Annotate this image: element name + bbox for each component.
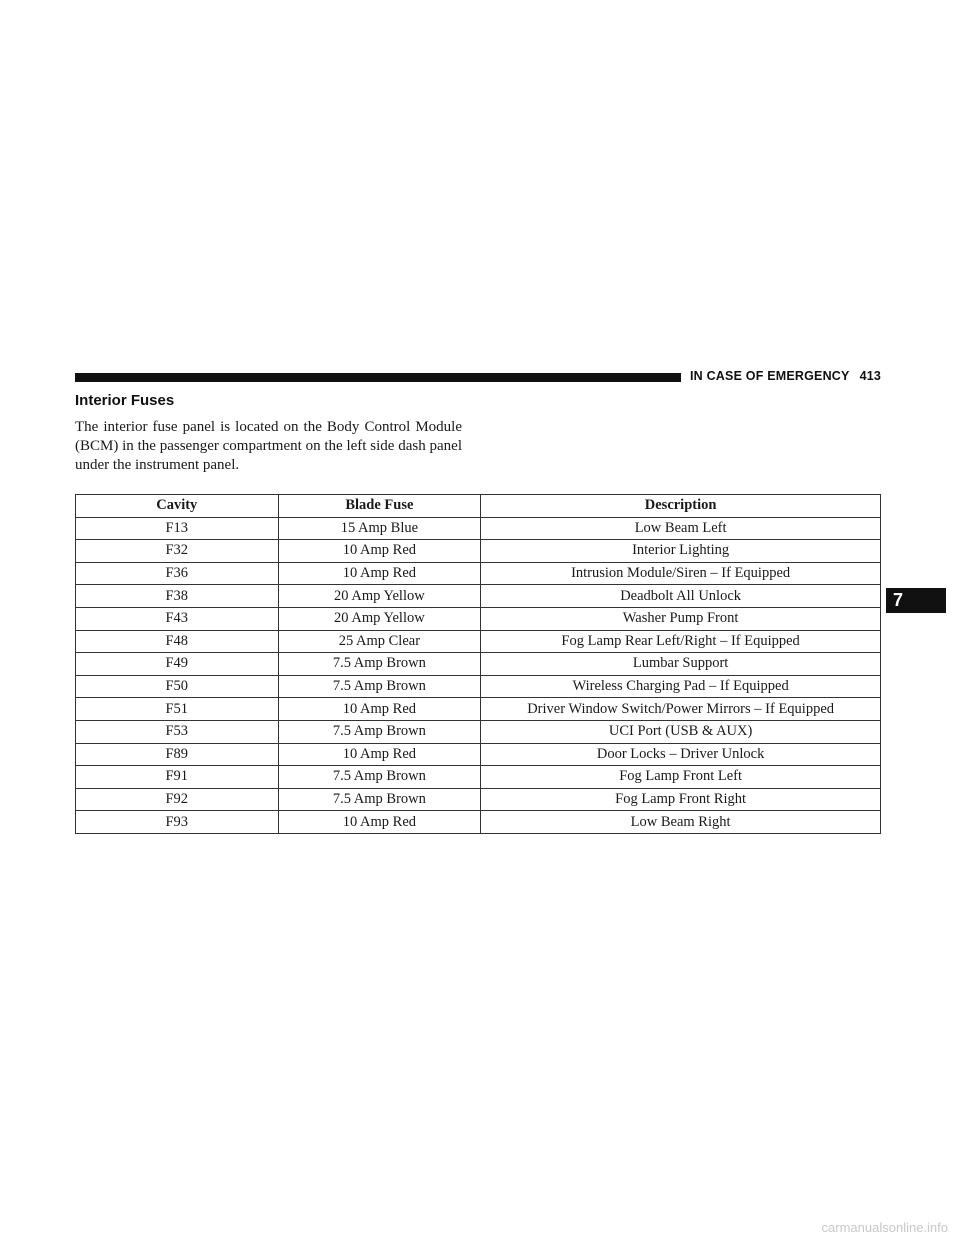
table-row [76,562,881,585]
cell-cavity: F13 [76,517,279,540]
cell-description: Low Beam Right [481,811,881,834]
cell-cavity: F38 [76,585,279,608]
cell-cavity: F53 [76,720,279,743]
cell-blade-fuse: 10 Amp Red [278,811,481,834]
table-row [76,653,881,676]
table-header-row [76,495,881,518]
column-header-blade-fuse: Blade Fuse [278,495,481,518]
cell-description: Low Beam Left [481,517,881,540]
table-row [76,811,881,834]
cell-description: Wireless Charging Pad – If Equipped [481,675,881,698]
cell-cavity: F50 [76,675,279,698]
cell-description: Fog Lamp Front Right [481,788,881,811]
table-row [76,585,881,608]
cell-description: Interior Lighting [481,540,881,563]
cell-cavity: F51 [76,698,279,721]
table-row [76,607,881,630]
cell-blade-fuse: 20 Amp Yellow [278,607,481,630]
cell-blade-fuse: 20 Amp Yellow [278,585,481,608]
cell-blade-fuse: 10 Amp Red [278,562,481,585]
cell-blade-fuse: 15 Amp Blue [278,517,481,540]
cell-description: Door Locks – Driver Unlock [481,743,881,766]
cell-cavity: F43 [76,607,279,630]
column-header-description: Description [481,495,881,518]
cell-cavity: F48 [76,630,279,653]
cell-cavity: F92 [76,788,279,811]
cell-description: Driver Window Switch/Power Mirrors – If Equipped [481,698,881,721]
table-row [76,720,881,743]
running-header [690,369,881,383]
cell-blade-fuse: 7.5 Amp Brown [278,788,481,811]
cell-description: Washer Pump Front [481,607,881,630]
page-number: 413 [859,369,882,383]
intro-paragraph: The interior fuse panel is located on the Body Control Module (BCM) in the passenger compartment on the left side dash panel under the instrument panel. [75,419,462,473]
cell-cavity: F93 [76,811,279,834]
cell-cavity: F49 [76,653,279,676]
cell-blade-fuse: 7.5 Amp Brown [278,766,481,789]
header-section: IN CASE OF EMERGENCY [690,369,850,383]
cell-blade-fuse: 10 Amp Red [278,743,481,766]
cell-blade-fuse: 10 Amp Red [278,540,481,563]
cell-description: Fog Lamp Rear Left/Right – If Equipped [481,630,881,653]
header-rule [75,373,681,382]
cell-description: Deadbolt All Unlock [481,585,881,608]
chapter-tab: 7 [886,588,946,613]
cell-blade-fuse: 10 Amp Red [278,698,481,721]
column-header-cavity: Cavity [76,495,279,518]
table-row [76,698,881,721]
cell-blade-fuse: 7.5 Amp Brown [278,653,481,676]
cell-blade-fuse: 7.5 Amp Brown [278,720,481,743]
watermark: carmanualsonline.info [821,1220,948,1235]
cell-description: Intrusion Module/Siren – If Equipped [481,562,881,585]
cell-cavity: F32 [76,540,279,563]
cell-cavity: F36 [76,562,279,585]
table-row [76,766,881,789]
table-row [76,675,881,698]
cell-cavity: F91 [76,766,279,789]
cell-description: UCI Port (USB & AUX) [481,720,881,743]
cell-cavity: F89 [76,743,279,766]
table-row [76,788,881,811]
cell-blade-fuse: 25 Amp Clear [278,630,481,653]
cell-description: Lumbar Support [481,653,881,676]
fuse-table [75,494,881,834]
table-row [76,540,881,563]
cell-blade-fuse: 7.5 Amp Brown [278,675,481,698]
table-row [76,630,881,653]
section-title: Interior Fuses [75,392,175,409]
cell-description: Fog Lamp Front Left [481,766,881,789]
table-row [76,743,881,766]
table-row [76,517,881,540]
